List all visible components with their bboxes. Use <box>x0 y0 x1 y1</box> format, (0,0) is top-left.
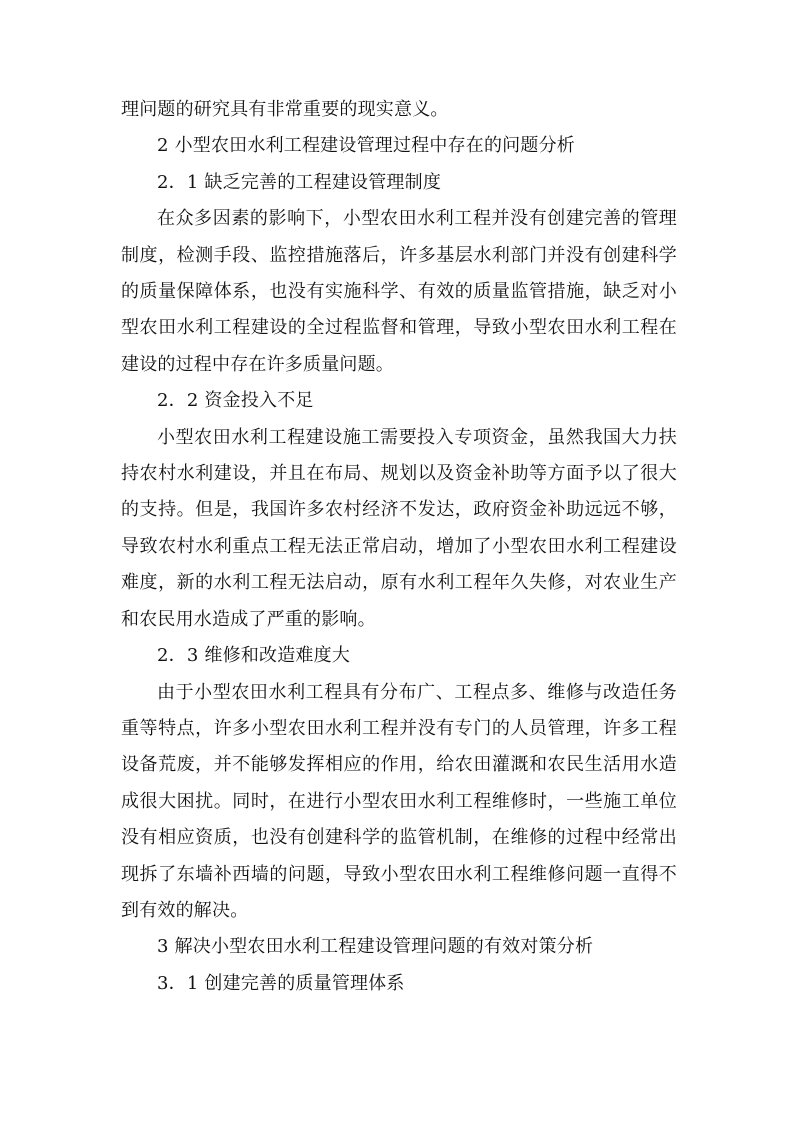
subsection-heading-2-1: 2．1 缺乏完善的工程建设管理制度 <box>157 171 442 193</box>
paragraph-continuation: 理问题的研究具有非常重要的现实意义。 <box>121 99 449 120</box>
document-body <box>121 92 677 1002</box>
paragraph-maintenance: 由于小型农田水利工程具有分布广、工程点多、维修与改造任务重等特点，许多小型农田水利工程并没有专门的人员管理，许多工程设备荒废，并不能够发挥相应的作用，给农田灌溉和农民生活用水造成很大困扰。同时，在进行小型农田水利工程维修时，一些施工单位没有相应资质，也没有创建科学的监管机制，在维修的过程中经常出现拆了东墙补西墙的问题，导致小型农田水利工程维修问题一直得不到有效的解决。 <box>121 681 677 921</box>
subsection-heading-3-1: 3．1 创建完善的质量管理体系 <box>157 972 405 994</box>
section-heading-2: 2 小型农田水利工程建设管理过程中存在的问题分析 <box>157 135 575 157</box>
paragraph-funding: 小型农田水利工程建设施工需要投入专项资金，虽然我国大力扶持农村水利建设，并且在布局、规划以及资金补助等方面予以了很大的支持。但是，我国许多农村经济不发达，政府资金补助远远不够，导致农村水利重点工程无法正常启动，增加了小型农田水利工程建设难度，新的水利工程无法启动，原有水利工程年久失修，对农业生产和农民用水造成了严重的影响。 <box>121 426 677 630</box>
section-heading-3: 3 解决小型农田水利工程建设管理问题的有效对策分析 <box>157 936 594 958</box>
paragraph-management-system: 在众多因素的影响下，小型农田水利工程并没有创建完善的管理制度，检测手段、监控措施落后，许多基层水利部门并没有创建科学的质量保障体系，也没有实施科学、有效的质量监管措施，缺乏对小型农田水利工程建设的全过程监督和管理，导致小型农田水利工程在建设的过程中存在许多质量问题。 <box>121 208 677 375</box>
subsection-heading-2-2: 2．2 资金投入不足 <box>157 390 314 412</box>
subsection-heading-2-3: 2．3 维修和改造难度大 <box>157 645 351 667</box>
